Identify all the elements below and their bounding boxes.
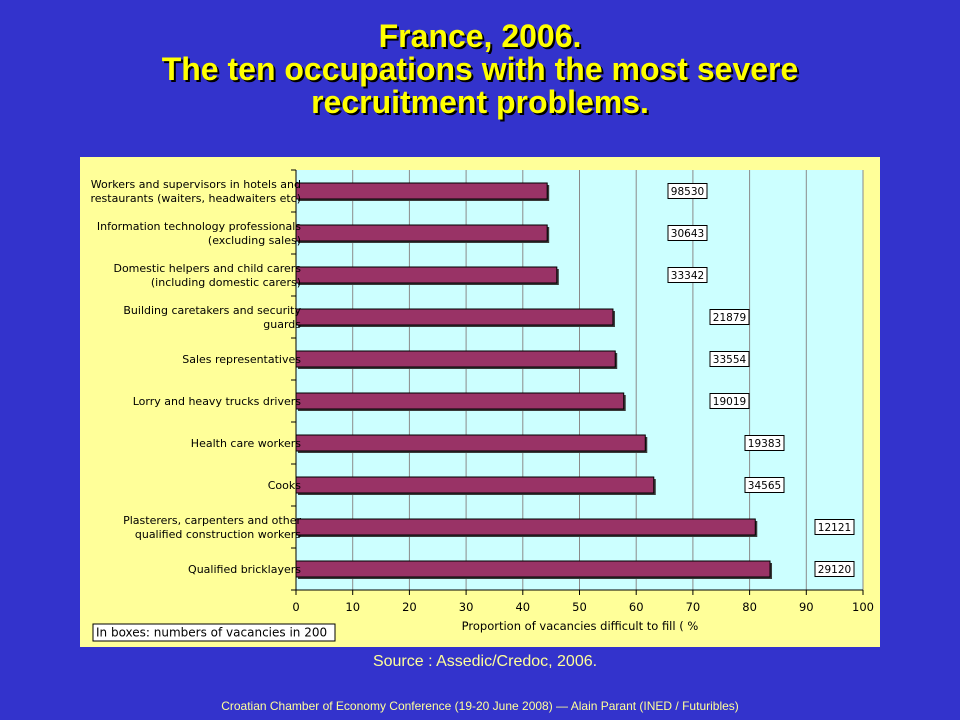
x-tick-label-60: 60 [628, 600, 644, 614]
bar-4 [296, 309, 613, 325]
category-label-3-line-2: (including domestic carers) [150, 276, 301, 289]
category-label-4-line-2: guards [263, 318, 301, 331]
data-label-3: 33342 [670, 270, 705, 282]
footer-credit: Croatian Chamber of Economy Conference (19-20 June 2008) — Alain Parant (INED / Futuribles) [221, 699, 739, 713]
x-tick-label-10: 10 [345, 600, 361, 614]
x-tick-label-30: 30 [458, 600, 474, 614]
data-label-2: 30643 [670, 228, 705, 240]
data-label-7: 19383 [747, 438, 782, 450]
x-tick-label-0: 0 [292, 600, 300, 614]
category-label-8: Cooks [267, 479, 301, 492]
title-line-3: recruitment problems. [311, 84, 649, 120]
source-note: Source : Assedic/Credoc, 2006. [372, 653, 598, 670]
bar-9 [296, 519, 755, 535]
data-label-10: 29120 [817, 564, 852, 576]
category-label-3-line-1: Domestic helpers and child carers [113, 262, 301, 275]
title-line-1: France, 2006. [378, 18, 582, 54]
bar-2 [296, 225, 547, 241]
data-label-5: 33554 [712, 354, 747, 366]
x-tick-label-90: 90 [798, 600, 814, 614]
category-label-6: Lorry and heavy trucks drivers [132, 395, 301, 408]
data-label-6: 19019 [712, 396, 747, 408]
bar-1 [296, 183, 547, 199]
x-tick-label-20: 20 [402, 600, 417, 614]
category-label-5: Sales representatives [182, 353, 301, 366]
data-label-8: 34565 [747, 480, 782, 492]
bar-chart [80, 157, 880, 647]
chart-panel [80, 157, 880, 647]
data-label-4: 21879 [712, 312, 747, 324]
x-tick-label-100: 100 [852, 600, 874, 614]
bar-6 [296, 393, 624, 409]
category-label-1-line-1: Workers and supervisors in hotels and [90, 178, 301, 191]
category-label-4-line-1: Building caretakers and security [123, 304, 301, 317]
bar-10 [296, 561, 770, 577]
category-label-9-line-1: Plasterers, carpenters and other [123, 514, 301, 527]
category-label-9-line-2: qualified construction workers [134, 528, 301, 541]
title-line-2: The ten occupations with the most severe [161, 51, 799, 87]
category-label-10: Qualified bricklayers [188, 563, 301, 576]
category-label-7: Health care workers [190, 437, 301, 450]
x-axis-title: Proportion of vacancies difficult to fill ( % [461, 619, 699, 633]
category-label-2-line-2: (excluding sales) [207, 234, 301, 247]
bar-3 [296, 267, 557, 283]
category-label-1-line-2: restaurants (waiters, headwaiters etc) [90, 192, 301, 205]
x-tick-label-80: 80 [742, 600, 757, 614]
bar-5 [296, 351, 615, 367]
x-tick-label-50: 50 [572, 600, 587, 614]
x-tick-label-70: 70 [685, 600, 701, 614]
legend-note: In boxes: numbers of vacancies in 200 [96, 625, 328, 640]
slide-title [0, 20, 960, 119]
data-label-1: 98530 [670, 186, 705, 198]
data-label-9: 12121 [817, 522, 852, 534]
bar-7 [296, 435, 645, 451]
x-tick-label-40: 40 [515, 600, 531, 614]
category-label-2-line-1: Information technology professionals [96, 220, 301, 233]
bar-8 [296, 477, 654, 493]
